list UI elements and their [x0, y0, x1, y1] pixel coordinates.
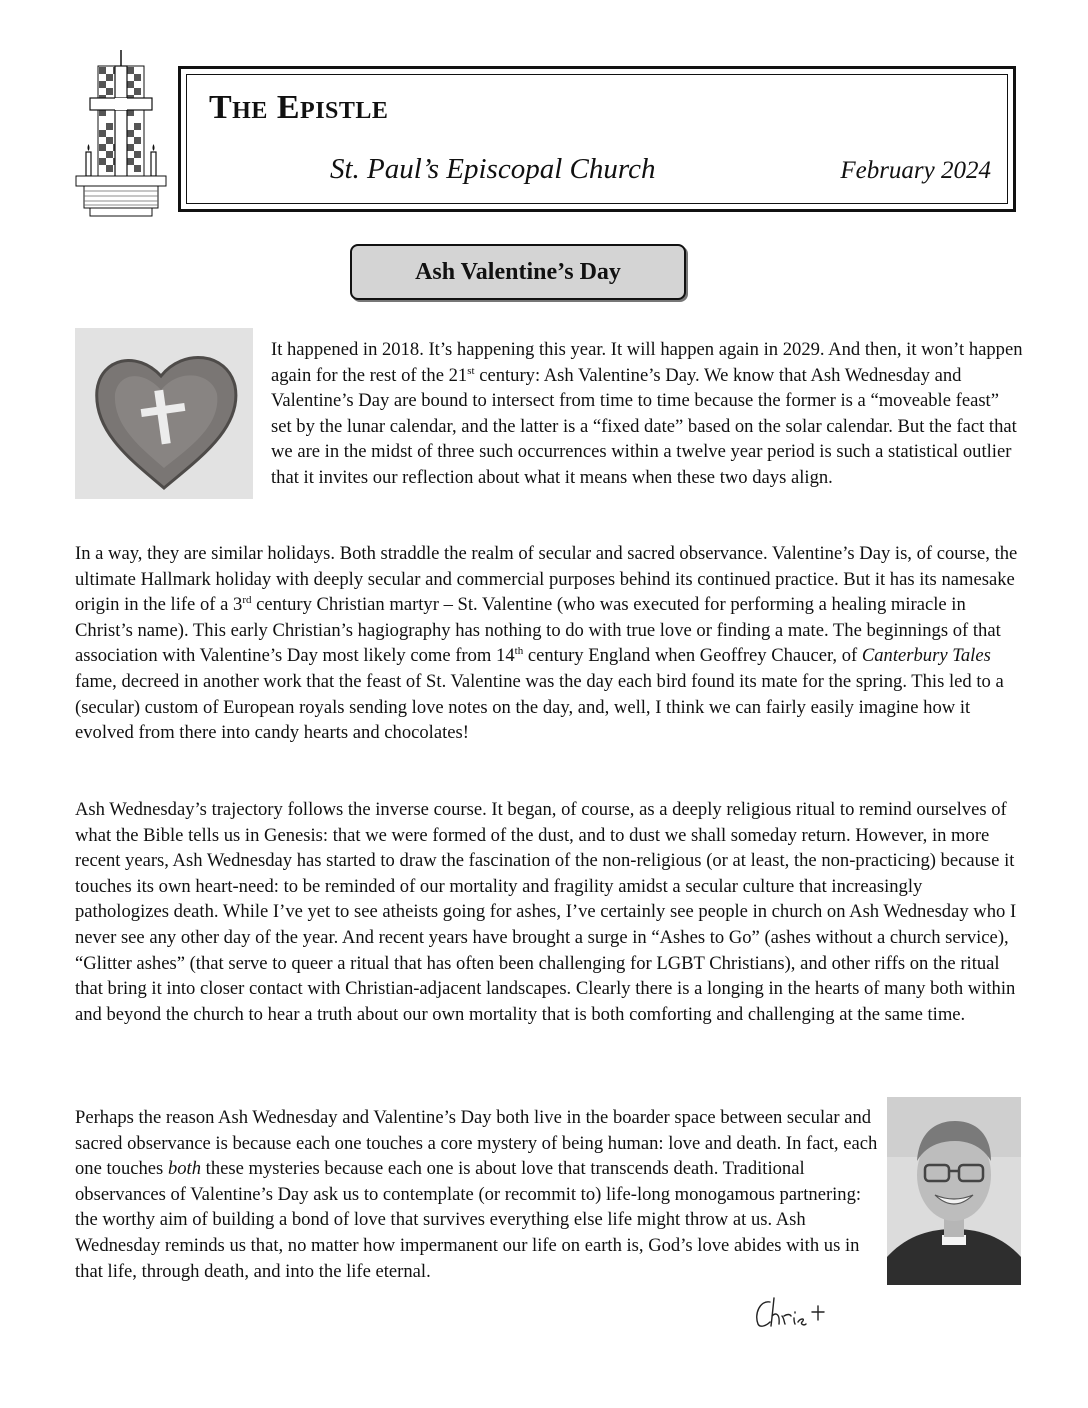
text-run: Perhaps the reason Ash Wednesday and Valentine’s Day both live in the boarder space between secular and sacred observance is because each one touches a core mystery of being human: love and death. In fact, each one touches [75, 1107, 878, 1180]
masthead-inner-border [186, 74, 1008, 204]
text-run: Ash Wednesday’s trajectory follows the inverse course. It began, of course, as a deeply religious ritual to remind ourselves of what the Bible tells us in Genesis: that we were formed of the dust, and to dust we shall someday return. However, in more recent years, Ash Wednesday has started to draw the fascination of the non-religious (or at least, the non-practicing) because it touches its own heart-need: to be reminded of our mortality and fragility amidst a secular culture that increasingly pathologizes death. While I’ve yet to see atheists going for ashes, I’ve certainly see people in church on Ash Wednesday who I never see any other day of the year. And recent years have brought a surge in “Ashes to Go” (ashes without a church service), “Glitter ashes” (that serve to queer a ritual that has often been challenging for LGBT Christians), and other riffs on the ritual that bring it into closer contact with Christian-adjacent landscapes. Clearly there is a longing in the hearts of many both within and beyond the church to hear a truth about our own mortality that is both comforting and challenging at the same time. [75, 799, 1017, 1025]
text-run: century England when Geoffrey Chaucer, of [523, 645, 862, 667]
superscript: rd [242, 594, 252, 606]
newsletter-title: The Epistle [209, 89, 389, 126]
signature-handwriting-icon [752, 1292, 848, 1332]
masthead [178, 66, 1016, 212]
text-run: these mysteries because each one is about love that transcends death. Traditional observances of Valentine’s Day ask us to contemplate (or recommit to) life-long monogamous partnering: the worthy aim of building a bond of love that survives everything else life might throw at us. Ash Wednesday reminds us that, no matter how impermanent our life on earth is, God’s love abides with us in that life, through death, and into the life eternal. [75, 1158, 862, 1282]
text-run: It happened in 2018. It’s happening this year. It will happen again in 2029. And then, it won’t happen again for the rest of the 21 [271, 339, 1023, 386]
church-logo-icon [70, 48, 172, 230]
article-paragraph-2 [75, 541, 1019, 746]
text-run: In a way, they are similar holidays. Both straddle the realm of secular and sacred observance. Valentine’s Day is, of course, the ultimate Hallmark holiday with deeply secular and commercial purposes behind its continued practice. But it has its namesake origin in the life of a 3 [75, 543, 1018, 616]
text-run: century: Ash Valentine’s Day. We know that Ash Wednesday and Valentine’s Day are bound to intersect from time to time because the former is a “moveable feast” set by the lunar calendar, and the latter is a “fixed date” based on the solar calendar. But the fact that we are in the midst of three such occurrences within a twelve year period is such a statistical outlier that it invites our reflection about what it means when these two days align. [271, 364, 1017, 488]
italic-text: both [167, 1158, 202, 1180]
superscript: st [467, 364, 475, 377]
italic-text: Canterbury Tales [861, 645, 991, 667]
article-paragraph-1 [271, 337, 1023, 491]
text-run: century Christian martyr – St. Valentine (who was executed for performing a healing miracle in Christ’s name). This early Christian’s hagiography has nothing to do with true love or finding a mate. The beginnings of that association with Valentine’s Day most likely come from 14 [75, 594, 1001, 667]
ash-heart-image [75, 328, 253, 499]
article-headline: Ash Valentine’s Day [350, 244, 686, 300]
article-paragraph-3 [75, 797, 1019, 1027]
superscript: th [514, 645, 524, 658]
rector-portrait-image [887, 1097, 1021, 1285]
issue-date: February 2024 [840, 157, 991, 184]
article-paragraph-4 [75, 1105, 885, 1284]
text-run: fame, decreed in another work that the feast of St. Valentine was the day each bird found its mate for the spring. This led to a (secular) custom of European royals sending love notes on the day, and, well, I think we can fairly easily imagine how it evolved from there into candy hearts and chocolates! [75, 670, 1004, 744]
signature [752, 1292, 848, 1332]
church-name: St. Paul’s Episcopal Church [330, 153, 656, 185]
